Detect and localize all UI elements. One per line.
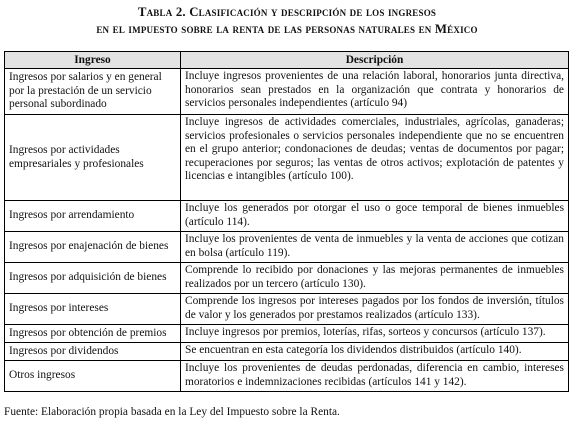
- table-row: [5, 115, 569, 201]
- ingreso-cell: Ingresos por actividades empresariales y profesionales: [5, 115, 181, 201]
- table-header-row: [5, 52, 569, 69]
- column-header-ingreso: Ingreso: [5, 52, 181, 69]
- table-caption: [0, 4, 574, 38]
- table-row: [5, 201, 569, 232]
- descripcion-cell: Incluye ingresos provenientes de una relación laboral, honorarios junta directiva, honorarios sean prestados en la organización que contrata y honorarios de servicios personales independientes (artículo 94): [181, 69, 569, 115]
- table-row: [5, 343, 569, 361]
- descripcion-cell: Comprende los ingresos por intereses pagados por los fondos de inversión, títulos de valor y los generados por prestamos realizados (artículo 133).: [181, 294, 569, 325]
- table-row: [5, 294, 569, 325]
- descripcion-cell: Incluye ingresos por premios, loterías, rifas, sorteos y concursos (artículo 137).: [181, 325, 569, 343]
- table-row: [5, 263, 569, 294]
- column-header-descripcion: Descripción: [181, 52, 569, 69]
- ingreso-cell: Ingresos por salarios y en general por la prestación de un servicio personal subordinado: [5, 69, 181, 115]
- descripcion-cell: Incluye ingresos de actividades comerciales, industriales, agrícolas, ganaderas; servicios profesionales o servicios personales independiente que no se encuentren en el grupo anterior; condonaciones de deudas; ventas de documentos por pagar; recuperaciones por seguros; las ventas de otros activos; explotación de patentes y licencias e intangibles (artículo 100).: [181, 115, 569, 201]
- ingreso-cell: Ingresos por enajenación de bienes: [5, 232, 181, 263]
- table-row: [5, 69, 569, 115]
- caption-line-2: en el impuesto sobre la renta de las personas naturales en México: [96, 22, 478, 36]
- caption-line-1: Tabla 2. Clasificación y descripción de los ingresos: [137, 5, 437, 19]
- ingreso-cell: Ingresos por adquisición de bienes: [5, 263, 181, 294]
- ingreso-cell: Ingresos por obtención de premios: [5, 325, 181, 343]
- source-note: Fuente: Elaboración propia basada en la Ley del Impuesto sobre la Renta.: [4, 406, 340, 418]
- descripcion-cell: Comprende lo recibido por donaciones y las mejoras permanentes de inmuebles realizados por un tercero (artículo 130).: [181, 263, 569, 294]
- ingreso-cell: Ingresos por intereses: [5, 294, 181, 325]
- income-classification-table: [4, 51, 569, 392]
- ingreso-cell: Ingresos por arrendamiento: [5, 201, 181, 232]
- descripcion-cell: Se encuentran en esta categoría los dividendos distribuidos (artículo 140).: [181, 343, 569, 361]
- ingreso-cell: Otros ingresos: [5, 361, 181, 392]
- table-row: [5, 232, 569, 263]
- descripcion-cell: Incluye los provenientes de venta de inmuebles y la venta de acciones que cotizan en bolsa (artículo 119).: [181, 232, 569, 263]
- descripcion-cell: Incluye los generados por otorgar el uso o goce temporal de bienes inmuebles (artículo 114).: [181, 201, 569, 232]
- table-row: [5, 361, 569, 392]
- table-row: [5, 325, 569, 343]
- ingreso-cell: Ingresos por dividendos: [5, 343, 181, 361]
- descripcion-cell: Incluye los provenientes de deudas perdonadas, diferencia en cambio, intereses moratorios e indemnizaciones recibidas (artículos 141 y 142).: [181, 361, 569, 392]
